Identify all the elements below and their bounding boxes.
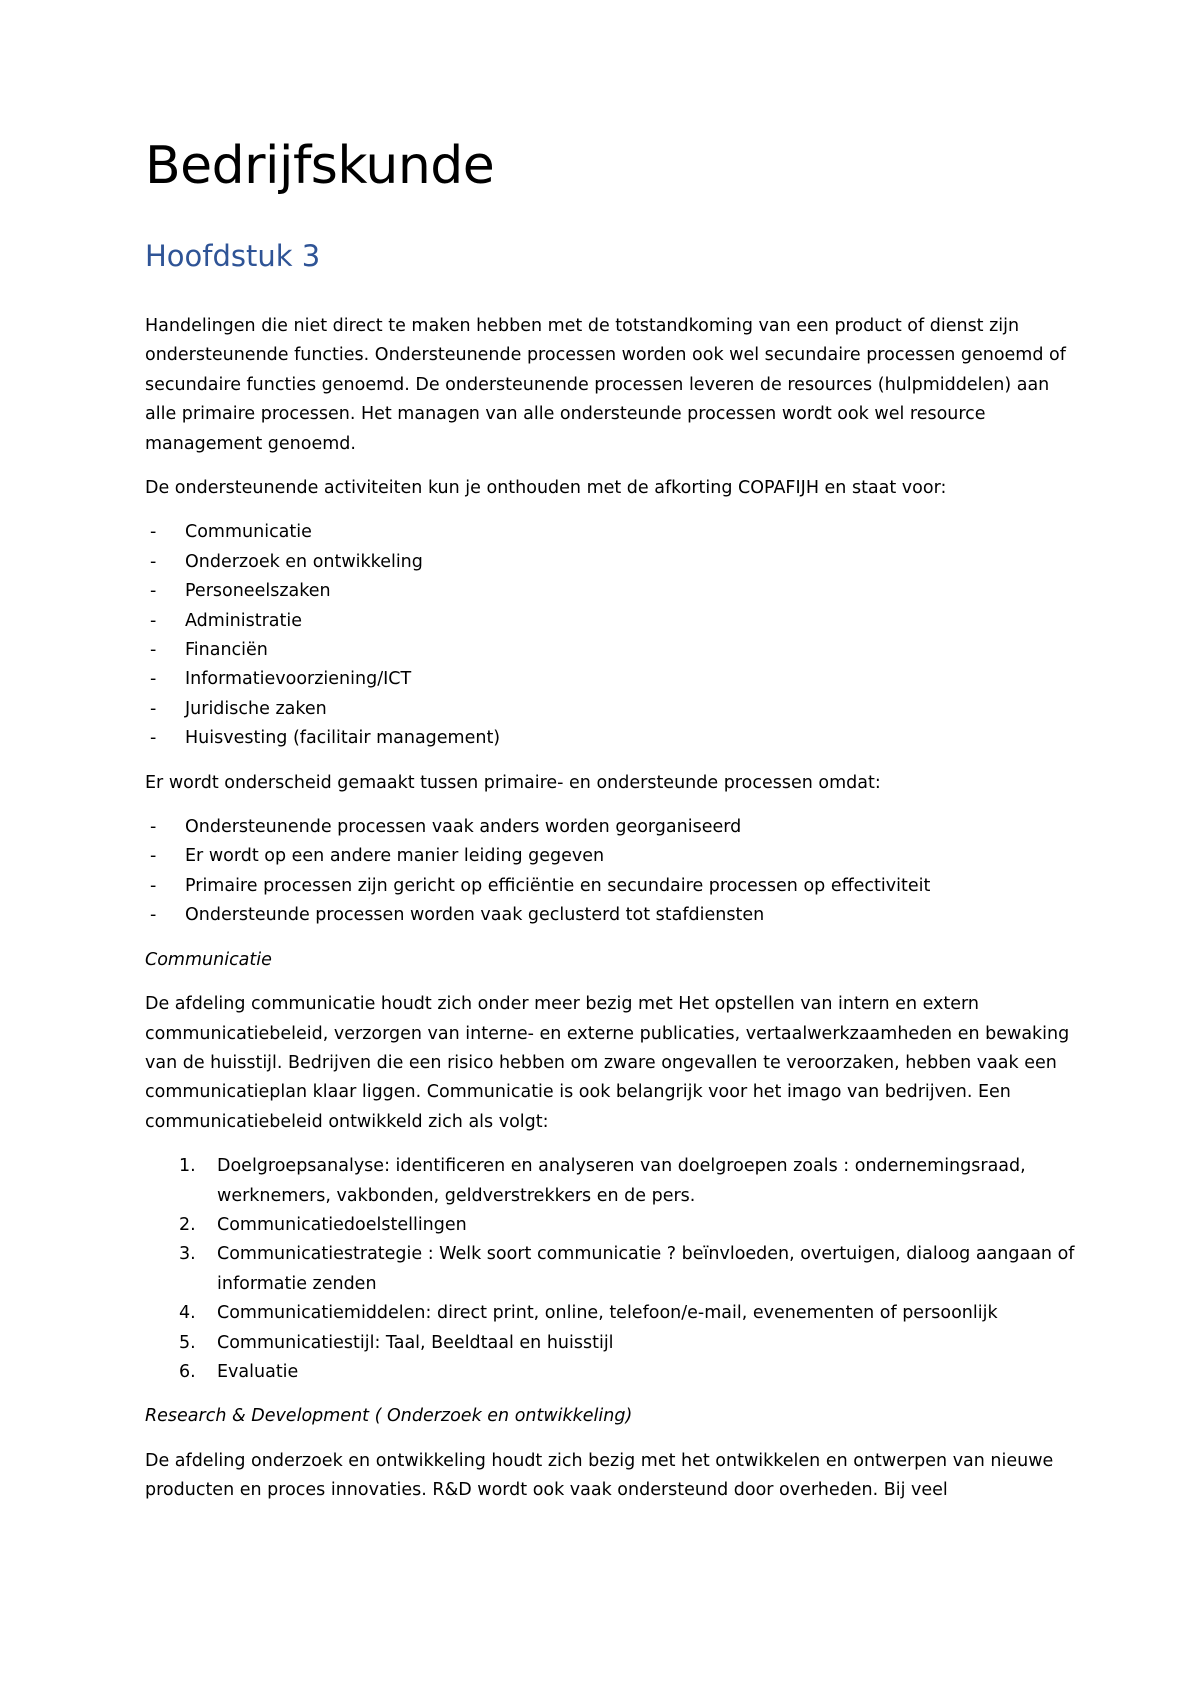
rd-paragraph: De afdeling onderzoek en ontwikkeling houdt zich bezig met het ontwikkelen en ontwerpen van nieuwe producten en proces innovaties. R&D wordt ook vaak ondersteund door overheden. Bij veel	[145, 1450, 1054, 1501]
list-item: - Ondersteunende processen vaak anders worden georganiseerd	[145, 813, 1075, 842]
rd-subheading: Research & Development ( Onderzoek en ontwikkeling)	[145, 1406, 633, 1427]
list-item: 2. Communicatiedoelstellingen	[179, 1214, 467, 1235]
communicatie-steps-list	[145, 1152, 1075, 1387]
list-item: - Huisvesting (facilitair management)	[145, 724, 1075, 753]
dash-marker: -	[150, 728, 157, 749]
list-item: 6. Evaluatie	[179, 1361, 299, 1382]
list-item: 1. Doelgroepsanalyse: identificeren en analyseren van doelgroepen zoals : ondernemingsraad, werknemers, vakbonden, geldverstrekkers en de pers.	[179, 1156, 1026, 1206]
list-item: - Personeelszaken	[145, 577, 1075, 606]
document-title: Bedrijfskunde	[145, 136, 495, 196]
dash-marker: -	[150, 551, 157, 572]
dash-marker: -	[150, 846, 157, 867]
dash-marker: -	[150, 698, 157, 719]
list-item: - Informatievoorziening/ICT	[145, 665, 1075, 694]
list-item: - Primaire processen zijn gericht op efficiëntie en secundaire processen op effectiviteit	[145, 872, 1075, 901]
list-item: 4. Communicatiemiddelen: direct print, online, telefoon/e-mail, evenementen of persoonlijk	[179, 1303, 998, 1324]
list-item: 5. Communicatiestijl: Taal, Beeldtaal en huisstijl	[179, 1332, 614, 1353]
intro-paragraph: Handelingen die niet direct te maken hebben met de totstandkoming van een product of dienst zijn ondersteunende functies. Ondersteunende processen worden ook wel secundaire processen genoemd of secundaire functies genoemd. De ondersteunende processen leveren de resources (hulpmiddelen) aan alle primaire processen. Het managen van alle ondersteunde processen wordt ook wel resource management genoemd.	[145, 315, 1066, 454]
dash-marker: -	[150, 610, 157, 631]
list-item: - Financiën	[145, 636, 1075, 665]
communicatie-paragraph: De afdeling communicatie houdt zich onder meer bezig met Het opstellen van intern en extern communicatiebeleid, verzorgen van interne- en externe publicaties, vertaalwerkzaamheden en bewaking van de huisstijl. Bedrijven die een risico hebben om zware ongevallen te veroorzaken, hebben vaak een communicatieplan klaar liggen. Communicatie is ook belangrijk voor het imago van bedrijven. Een communicatiebeleid ontwikkeld zich als volgt:	[145, 994, 1070, 1132]
dash-marker: -	[150, 875, 157, 896]
dash-marker: -	[150, 669, 157, 690]
list-item: - Er wordt op een andere manier leiding gegeven	[145, 842, 1075, 871]
list-item: - Ondersteunde processen worden vaak geclusterd tot stafdiensten	[145, 901, 1075, 930]
communicatie-subheading: Communicatie	[145, 949, 272, 970]
dash-marker: -	[150, 522, 157, 543]
document-page	[145, 138, 1075, 1521]
onderscheid-list	[145, 813, 1075, 931]
onderscheid-intro-paragraph: Er wordt onderscheid gemaakt tussen primaire- en ondersteunde processen omdat:	[145, 772, 881, 793]
dash-marker: -	[150, 581, 157, 602]
list-item: - Onderzoek en ontwikkeling	[145, 548, 1075, 577]
copafijh-intro-paragraph: De ondersteunende activiteiten kun je onthouden met de afkorting COPAFIJH en staat voor:	[145, 478, 947, 499]
chapter-heading: Hoofdstuk 3	[145, 239, 321, 274]
dash-marker: -	[150, 817, 157, 838]
dash-marker: -	[150, 640, 157, 661]
list-item: - Communicatie	[145, 518, 1075, 547]
dash-marker: -	[150, 905, 157, 926]
list-item: 3. Communicatiestrategie : Welk soort communicatie ? beïnvloeden, overtuigen, dialoog aangaan of informatie zenden	[179, 1244, 1075, 1294]
copafijh-list	[145, 518, 1075, 753]
list-item: - Administratie	[145, 607, 1075, 636]
list-item: - Juridische zaken	[145, 695, 1075, 724]
